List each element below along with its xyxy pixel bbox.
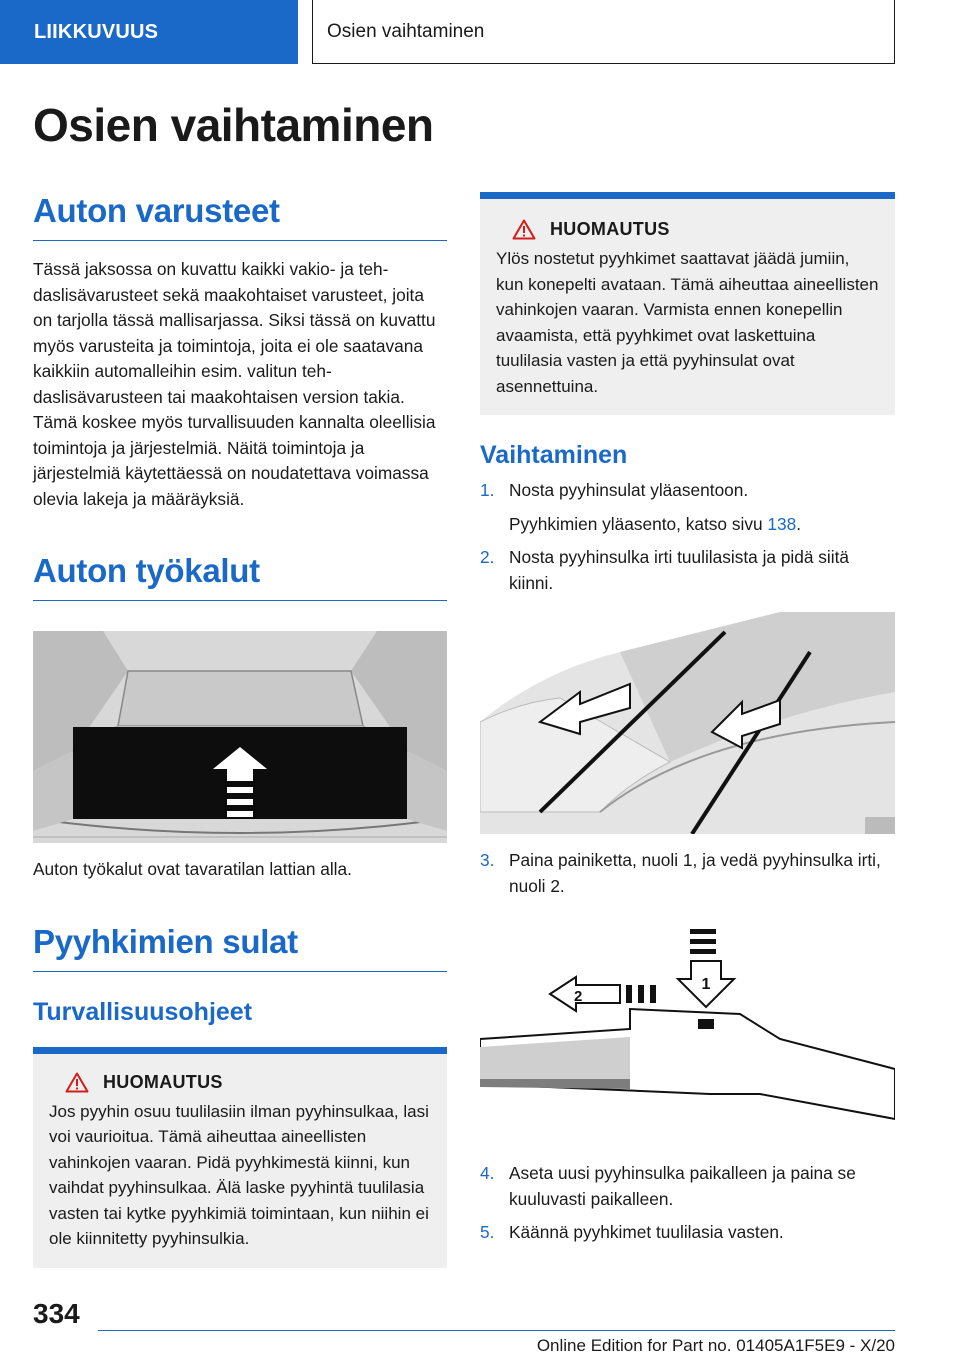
equipment-text: Tässä jaksossa on kuvattu kaikki vakio- ja tehdaslisävarusteet sekä maakohtaiset varusteet, joita on tarjolla tässä mallisarjassa. Siksi tässä on kuvattu myös varusteita ja toimintoja, joita ei ole saatavana kaikkiin automalleihin esim. valitun tehdaslisävarusteen tai maakohtaisen version takia. Tämä koskee myös turvallisuuden kannalta oleellisia toimintoja ja järjestelmiä. Näitä toimintoja ja järjestelmiä käytettäessä on noudatettava voimassa olevia lakeja ja määräyksiä. bbox=[33, 259, 436, 509]
steps-list bbox=[480, 478, 895, 596]
step-number: 5. bbox=[480, 1222, 495, 1242]
warning-label: HUOMAUTUS bbox=[103, 1071, 223, 1092]
right-column bbox=[480, 192, 895, 1246]
tools-caption: Auton työkalut ovat tavaratilan lattian alla. bbox=[33, 859, 352, 879]
page-number: 334 bbox=[33, 1298, 80, 1329]
page-link[interactable]: 138 bbox=[767, 513, 797, 534]
warning-triangle-icon bbox=[512, 219, 536, 240]
arrow-2-label: 2 bbox=[574, 988, 583, 1005]
step-number: 3. bbox=[480, 850, 495, 870]
warning-box-right bbox=[480, 192, 895, 415]
trunk-floor-illustration bbox=[33, 631, 447, 843]
reference-text: Pyyhkimien yläasento, katso sivu bbox=[509, 513, 768, 534]
warning-triangle-icon bbox=[65, 1072, 89, 1093]
step-text: Käännä pyyhkimet tuulilasia vasten. bbox=[509, 1222, 784, 1242]
edition-text: Online Edition for Part no. 01405A1F5E9 - X/20 bbox=[536, 1336, 895, 1355]
warning-box-left bbox=[33, 1047, 447, 1268]
step-text: Aseta uusi pyyhinsulka paikalleen ja paina se kuuluvasti paikalleen. bbox=[509, 1163, 856, 1209]
footer-divider bbox=[98, 1330, 895, 1331]
warning-text: Jos pyyhin osuu tuulilasiin ilman pyyhinsulkaa, lasi voi vaurioitua. Tämä aiheuttaa aineellisten vahinkojen vaaran. Pidä pyyhkimestä kiinni, kun vaihdat pyyhinsulkaa. Älä laske pyyhintä tuulilasia vasten tai kytke pyyhkimiä toimintaan, kun niihin ei ole kiinnitetty pyyhinsulkia. bbox=[49, 1101, 429, 1248]
reference-suffix: . bbox=[796, 513, 802, 534]
warning-text: Ylös nostetut pyyhkimet saattavat jäädä jumiin, kun konepelti avataan. Tämä aiheuttaa aineellisten vahinkojen vaaran. Varmista ennen konepellin avaamista, että pyyhkimet ovat laskettuina tuulilasia vasten ja että pyyhinsulat ovat asennettuina. bbox=[496, 249, 879, 396]
section-label: LIIKKUVUUS bbox=[34, 20, 159, 43]
warning-label: HUOMAUTUS bbox=[550, 219, 670, 239]
tools-heading: Auton työkalut bbox=[33, 552, 447, 601]
steps-list-continued bbox=[480, 848, 895, 899]
wipers-heading: Pyyhkimien sulat bbox=[33, 923, 447, 972]
blade-release-illustration bbox=[480, 919, 895, 1139]
step-number: 4. bbox=[480, 1163, 495, 1183]
step-4 bbox=[480, 1161, 895, 1212]
left-column bbox=[33, 192, 447, 1268]
topic-label: Osien vaihtaminen bbox=[327, 20, 485, 42]
step-1 bbox=[480, 478, 895, 537]
step-text: Nosta pyyhinsulka irti tuulilasista ja pidä siitä kiinni. bbox=[509, 547, 850, 593]
warning-header bbox=[65, 1072, 433, 1093]
safety-subheading: Turvallisuusohjeet bbox=[33, 997, 253, 1026]
step-text: Nosta pyyhinsulat yläasentoon. bbox=[509, 480, 749, 500]
step-number: 2. bbox=[480, 547, 495, 567]
step-2 bbox=[480, 545, 895, 596]
steps-list-final bbox=[480, 1161, 895, 1246]
page-title: Osien vaihtaminen bbox=[33, 99, 434, 151]
step-5 bbox=[480, 1220, 895, 1246]
step-text: Paina painiketta, nuoli 1, ja vedä pyyhinsulka irti, nuoli 2. bbox=[509, 850, 881, 896]
section-tab bbox=[0, 0, 298, 64]
topic-header bbox=[312, 0, 895, 64]
warning-header bbox=[512, 219, 881, 240]
replace-heading: Vaihtaminen bbox=[480, 441, 628, 469]
step-number: 1. bbox=[480, 480, 495, 500]
equipment-heading: Auton varusteet bbox=[33, 192, 447, 241]
step-3 bbox=[480, 848, 895, 899]
arrow-1-label: 1 bbox=[701, 976, 711, 993]
step-reference bbox=[480, 512, 895, 538]
wiper-raise-illustration bbox=[480, 612, 895, 834]
